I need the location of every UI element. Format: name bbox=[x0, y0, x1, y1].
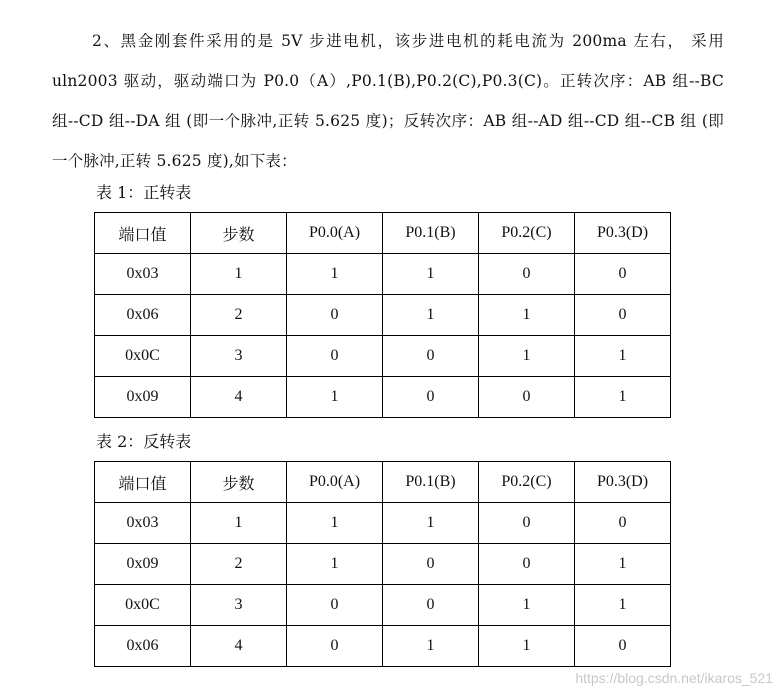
table-cell: 1 bbox=[287, 503, 383, 544]
table-cell: 1 bbox=[287, 254, 383, 295]
table-row bbox=[95, 336, 671, 377]
forward-rotation-table bbox=[94, 212, 671, 418]
table-cell: 1 bbox=[479, 585, 575, 626]
table-cell: 1 bbox=[287, 544, 383, 585]
table-cell: 0 bbox=[383, 585, 479, 626]
table-cell: 0 bbox=[287, 295, 383, 336]
table-cell: 3 bbox=[191, 585, 287, 626]
table-cell: 1 bbox=[479, 336, 575, 377]
table-cell: 1 bbox=[575, 544, 671, 585]
table-cell: 0 bbox=[479, 254, 575, 295]
header-cell: P0.3(D) bbox=[575, 213, 671, 254]
table-cell: 0x06 bbox=[95, 295, 191, 336]
table-cell: 1 bbox=[383, 626, 479, 667]
table-cell: 1 bbox=[191, 503, 287, 544]
table-cell: 0x03 bbox=[95, 503, 191, 544]
table-cell: 2 bbox=[191, 295, 287, 336]
table-row bbox=[95, 585, 671, 626]
header-cell: P0.0(A) bbox=[287, 213, 383, 254]
table-cell: 0 bbox=[383, 377, 479, 418]
table-cell: 0 bbox=[575, 254, 671, 295]
table-cell: 1 bbox=[575, 336, 671, 377]
table-cell: 0 bbox=[575, 626, 671, 667]
table-header-row bbox=[95, 462, 671, 503]
table-cell: 0x03 bbox=[95, 254, 191, 295]
header-cell: 步数 bbox=[191, 213, 287, 254]
table-cell: 0 bbox=[575, 503, 671, 544]
table-cell: 1 bbox=[191, 254, 287, 295]
header-cell: P0.2(C) bbox=[479, 213, 575, 254]
header-cell: P0.2(C) bbox=[479, 462, 575, 503]
header-cell: P0.0(A) bbox=[287, 462, 383, 503]
table-cell: 1 bbox=[383, 295, 479, 336]
table-cell: 0 bbox=[575, 295, 671, 336]
table-row bbox=[95, 503, 671, 544]
table-cell: 1 bbox=[479, 626, 575, 667]
table-cell: 3 bbox=[191, 336, 287, 377]
table-cell: 1 bbox=[479, 295, 575, 336]
table-cell: 4 bbox=[191, 626, 287, 667]
header-cell: 端口值 bbox=[95, 462, 191, 503]
table-row bbox=[95, 544, 671, 585]
table-cell: 0 bbox=[479, 503, 575, 544]
source-watermark: https://blog.csdn.net/ikaros_521 bbox=[575, 670, 773, 686]
table-cell: 0 bbox=[383, 336, 479, 377]
table-cell: 1 bbox=[383, 254, 479, 295]
header-cell: P0.1(B) bbox=[383, 213, 479, 254]
table-cell: 4 bbox=[191, 377, 287, 418]
table-cell: 0x0C bbox=[95, 585, 191, 626]
header-cell: 步数 bbox=[191, 462, 287, 503]
table-cell: 1 bbox=[287, 377, 383, 418]
reverse-rotation-table bbox=[94, 461, 671, 667]
table-row bbox=[95, 295, 671, 336]
table-cell: 0x09 bbox=[95, 377, 191, 418]
header-cell: P0.1(B) bbox=[383, 462, 479, 503]
table2-caption: 表 2：反转表 bbox=[96, 432, 192, 451]
table-cell: 0 bbox=[383, 544, 479, 585]
table-cell: 0x09 bbox=[95, 544, 191, 585]
table-cell: 1 bbox=[575, 377, 671, 418]
table1-caption: 表 1：正转表 bbox=[96, 183, 192, 202]
table-row bbox=[95, 377, 671, 418]
table-cell: 0x0C bbox=[95, 336, 191, 377]
table-cell: 0 bbox=[479, 377, 575, 418]
table-row bbox=[95, 626, 671, 667]
table-cell: 2 bbox=[191, 544, 287, 585]
table-cell: 0x06 bbox=[95, 626, 191, 667]
table-row bbox=[95, 254, 671, 295]
table-header-row bbox=[95, 213, 671, 254]
table-cell: 0 bbox=[287, 626, 383, 667]
table-cell: 0 bbox=[287, 336, 383, 377]
table-cell: 0 bbox=[479, 544, 575, 585]
intro-paragraph: 2、黑金刚套件采用的是 5V 步进电机，该步进电机的耗电流为 200ma 左右， 采用 uln2003 驱动，驱动端口为 P0.0（A）,P0.1(B),P0.2(C),P0.3(C)。正转次序：AB 组--BC 组--CD 组--DA 组 (即一个脉冲,正转 5.625 度)；反转次序：AB 组--AD 组--CD 组--CB 组 (即一个脉冲,正转 5.625 度),如下表： bbox=[52, 32, 724, 170]
table-cell: 0 bbox=[287, 585, 383, 626]
header-cell: 端口值 bbox=[95, 213, 191, 254]
table-cell: 1 bbox=[575, 585, 671, 626]
header-cell: P0.3(D) bbox=[575, 462, 671, 503]
table-cell: 1 bbox=[383, 503, 479, 544]
